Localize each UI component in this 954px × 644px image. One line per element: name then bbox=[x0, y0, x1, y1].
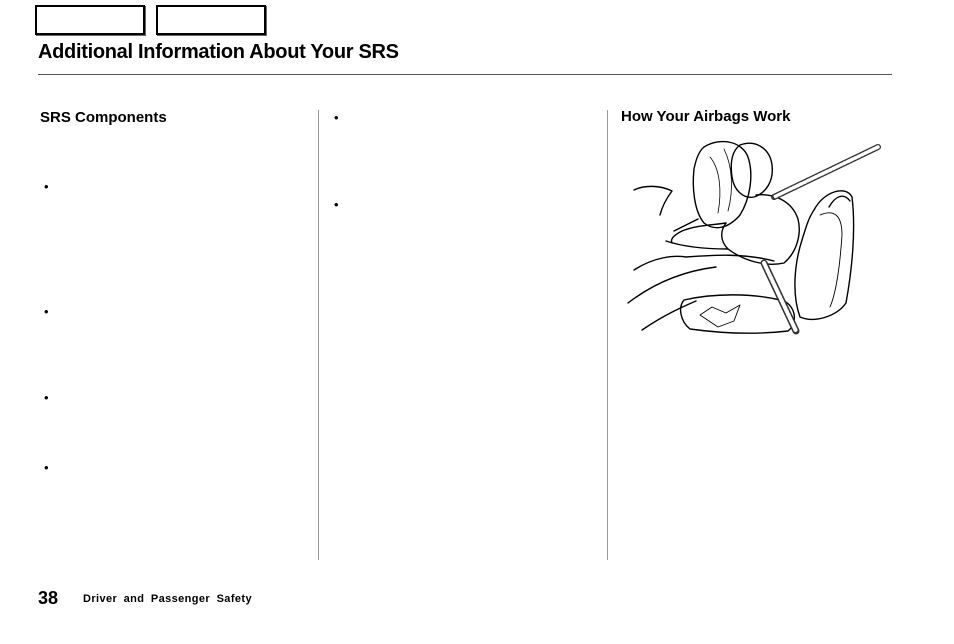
footer-section-name: Driver and Passenger Safety bbox=[83, 593, 252, 605]
seat-back-shape bbox=[795, 191, 854, 320]
floor-line bbox=[628, 267, 716, 303]
bullet-marker: • bbox=[334, 110, 339, 125]
bullet-marker: • bbox=[44, 460, 49, 475]
shoulder-belt-pattern bbox=[774, 147, 878, 197]
main-menu-button[interactable] bbox=[35, 5, 145, 35]
occupant-arm bbox=[671, 223, 726, 243]
srs-components-heading: SRS Components bbox=[40, 109, 167, 126]
column-divider bbox=[607, 110, 608, 560]
page-number: 38 bbox=[38, 588, 59, 608]
occupant-arm bbox=[666, 241, 728, 249]
airbag-shape bbox=[693, 142, 751, 228]
bullet-marker: • bbox=[334, 197, 339, 212]
floor-line bbox=[642, 301, 696, 330]
headrest-shape bbox=[829, 196, 850, 207]
buckle-shape bbox=[700, 305, 740, 327]
how-airbags-work-heading: How Your Airbags Work bbox=[621, 108, 791, 125]
airbag-fold bbox=[710, 157, 720, 213]
bullet-marker: • bbox=[44, 304, 49, 319]
seat-cushion-shape bbox=[681, 295, 795, 333]
occupant-torso bbox=[722, 195, 800, 265]
bullet-marker: • bbox=[44, 179, 49, 194]
airbag-deployment-illustration bbox=[624, 135, 888, 345]
page-title: Additional Information About Your SRS bbox=[38, 41, 399, 63]
column-divider bbox=[318, 110, 319, 560]
dashboard-line bbox=[634, 255, 774, 270]
airbag-fold bbox=[724, 149, 731, 211]
windshield-pillar bbox=[634, 186, 672, 215]
occupant-head bbox=[731, 143, 772, 197]
bullet-marker: • bbox=[44, 390, 49, 405]
index-button[interactable] bbox=[156, 5, 266, 35]
lap-belt-pattern bbox=[764, 263, 796, 331]
title-divider bbox=[38, 74, 892, 75]
seat-back-seam bbox=[820, 213, 842, 307]
